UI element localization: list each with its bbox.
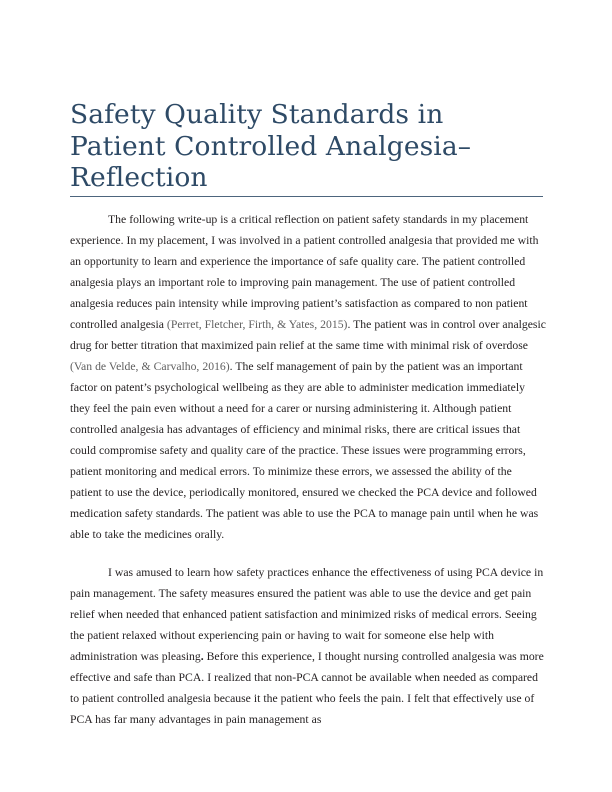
paragraph-2 bbox=[70, 562, 546, 730]
page-title-line: Patient Controlled Analgesia– bbox=[70, 130, 472, 162]
paragraph-text: The following write-up is a critical reflection on patient safety standards in my placement experience. In my placement, I was involved in a patient controlled analgesia that provided me with an opportunity to learn and experience the importance of safe quality care. The patient controlled analgesia plays an important role to improving pain management. The use of patient controlled analgesia reduces pain intensity while improving patient’s satisfaction as compared to non patient controlled analgesia bbox=[70, 213, 539, 331]
page-title-line: Safety Quality Standards in bbox=[70, 99, 444, 130]
inline-citation: (Van de Velde, & Carvalho, 2016) bbox=[70, 360, 230, 373]
paragraph-1 bbox=[70, 209, 546, 545]
bold-punctuation: . bbox=[200, 650, 204, 663]
title-divider bbox=[70, 196, 543, 197]
document-body bbox=[70, 209, 546, 730]
paragraph-text: . The patient was in control over analgesic drug for better titration that maximized pain relief at the same time with minimal risk of overdose bbox=[70, 318, 546, 352]
paragraph-text: Before this experience, I thought nursing controlled analgesia was more effective and safe than PCA. I realized that non-PCA cannot be available when needed as compared to patient controlled analgesia because it the patient who feels the pain. I felt that effectively use of PCA has far many advantages in pain management as bbox=[70, 650, 544, 726]
inline-citation: (Perret, Fletcher, Firth, & Yates, 2015) bbox=[166, 318, 348, 331]
paragraph-text: I was amused to learn how safety practices enhance the effectiveness of using PCA device in pain management. The safety measures ensured the patient was able to use the device and get pain relief when needed that enhanced patient satisfaction and minimized risks of medical errors. Seeing the patient relaxed without experiencing pain or having to wait for someone else help with administration was pleasing bbox=[70, 566, 544, 663]
paragraph-text: . The self management of pain by the patient was an important factor on patent’s psychological wellbeing as they are able to administer medication immediately they feel the pain even without a need for a carer or nursing administering it. Although patient controlled analgesia has advantages of efficiency and minimal risks, there are critical issues that could compromise safety and quality care of the practice. These issues were programming errors, patient monitoring and medical errors. To minimize these errors, we assessed the ability of the patient to use the device, periodically monitored, ensured we checked the PCA device and followed medication safety standards. The patient was able to use the PCA to manage pain until when he was able to take the medicines orally. bbox=[70, 360, 539, 541]
page-title bbox=[70, 99, 550, 194]
page-title-line: Reflection bbox=[70, 162, 208, 193]
